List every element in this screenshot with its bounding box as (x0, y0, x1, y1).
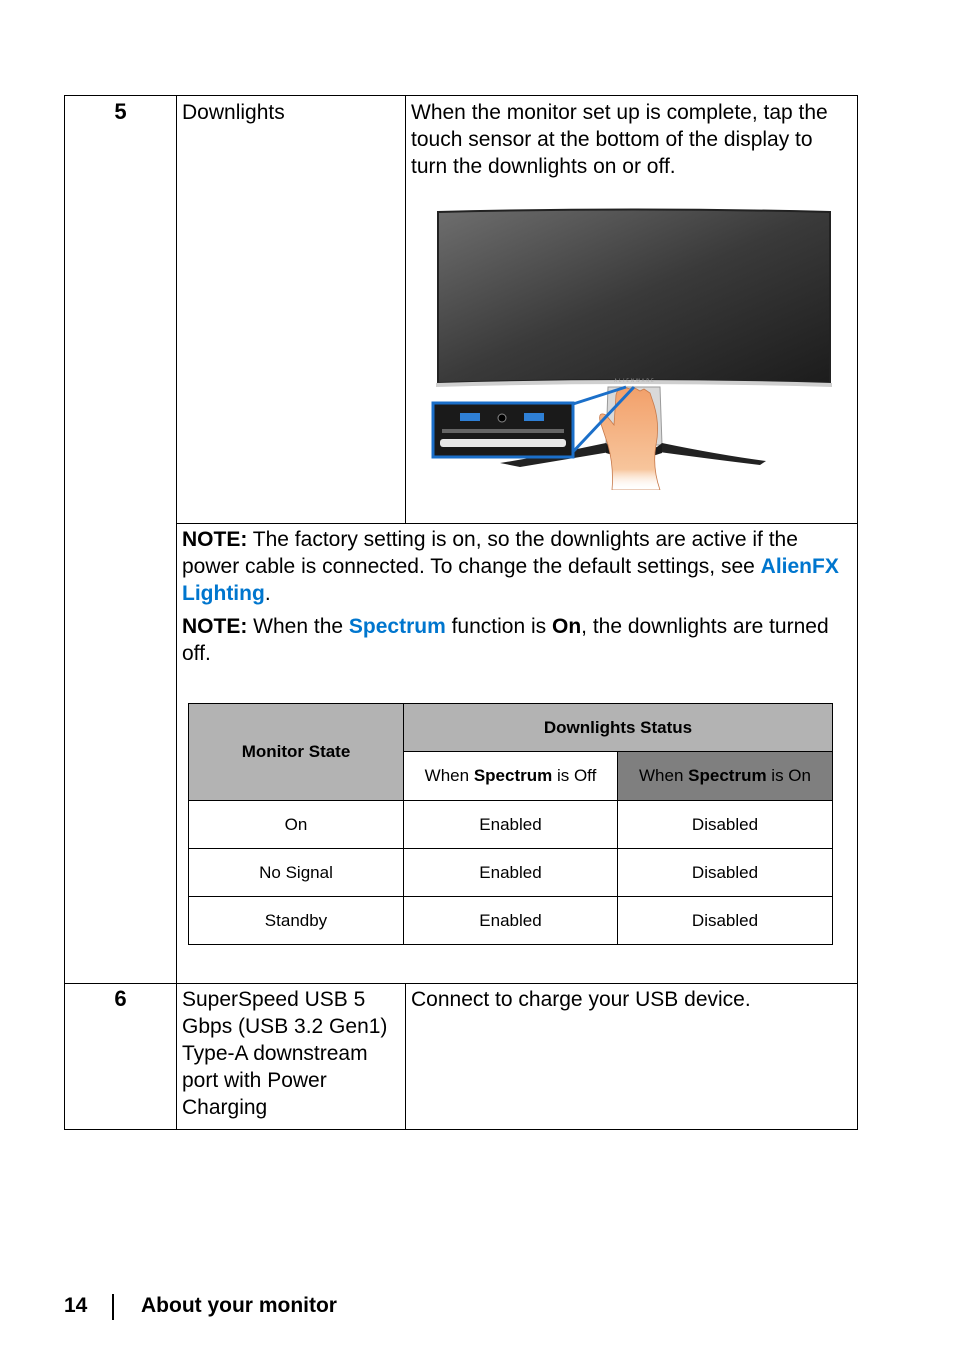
state-cell: Standby (189, 897, 404, 945)
subheader-spectrum-off: When Spectrum is Off (404, 752, 618, 801)
row6-description: Connect to charge your USB device. (411, 988, 751, 1011)
row5-number: 5 (114, 99, 127, 124)
monitor-downlight-illustration (430, 205, 835, 490)
table-row (189, 801, 833, 849)
header-downlights-status: Downlights Status (404, 704, 833, 752)
row6-feature: SuperSpeed USB 5 Gbps (USB 3.2 Gen1) Type-A downstream port with Power Charging (182, 988, 388, 1119)
row5-feature-cell (176, 95, 406, 524)
row6-number: 6 (114, 986, 127, 1011)
header-monitor-state: Monitor State (189, 704, 404, 801)
alienware-logo-text: ALIENWARE (614, 378, 656, 383)
note-label: NOTE: (182, 528, 248, 551)
alienfx-lighting-link[interactable]: AlienFX Lighting (182, 555, 839, 605)
spectrum-off-cell: Enabled (404, 849, 618, 897)
page-number: 14 (64, 1294, 88, 1317)
note-text: function is (445, 615, 552, 638)
spectrum-on-cell: Disabled (618, 897, 833, 945)
note-factory-setting (182, 526, 852, 607)
state-cell: On (189, 801, 404, 849)
table-row (189, 897, 833, 945)
row5-number-cell (64, 95, 177, 984)
spectrum-link[interactable]: Spectrum (348, 615, 446, 638)
spectrum-on-cell: Disabled (618, 849, 833, 897)
note-text-end: . (264, 582, 271, 605)
note-text: When the (247, 615, 349, 638)
table-row (189, 849, 833, 897)
footer-divider (112, 1294, 114, 1320)
spectrum-off-cell: Enabled (404, 801, 618, 849)
note-label: NOTE: (182, 615, 248, 638)
section-title: About your monitor (141, 1294, 337, 1317)
row5-feature: Downlights (182, 101, 285, 124)
note-spectrum (182, 613, 852, 667)
spectrum-on-cell: Disabled (618, 801, 833, 849)
state-cell: No Signal (189, 849, 404, 897)
subheader-spectrum-on: When Spectrum is On (618, 752, 833, 801)
on-word: On (551, 615, 582, 638)
note-text: , the downlights are turned off. (182, 615, 829, 665)
row5-description: When the monitor set up is complete, tap the touch sensor at the bottom of the display to turn the downlights on or off. (411, 101, 828, 178)
downlights-status-table (188, 703, 833, 945)
spectrum-off-cell: Enabled (404, 897, 618, 945)
note-text: The factory setting is on, so the downlights are active if the power cable is connected. To change the default settings, see (182, 528, 798, 578)
